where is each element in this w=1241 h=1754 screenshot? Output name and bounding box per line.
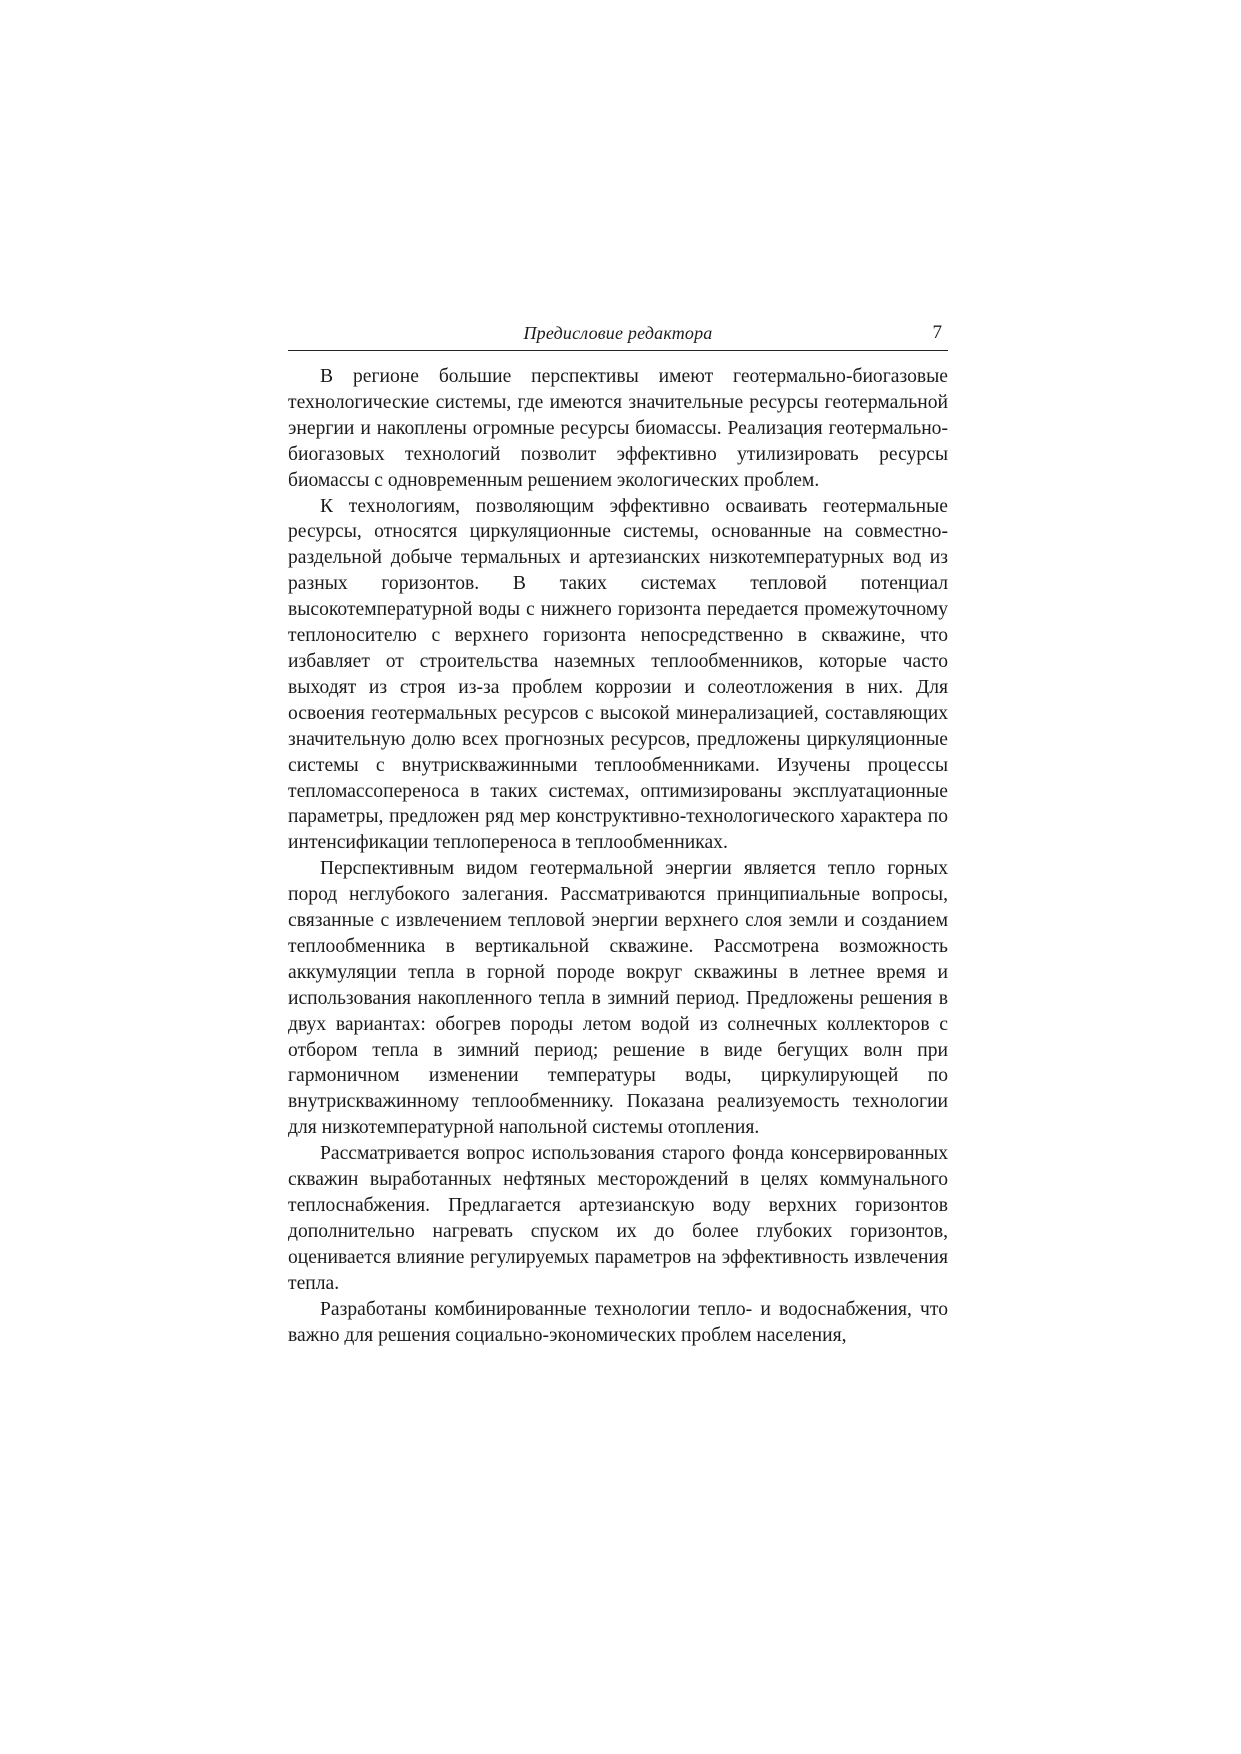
running-header (288, 320, 948, 351)
paragraph: К технологиям, позволяющим эффективно осваивать геотермальные ресурсы, относятся циркуляционные системы, основанные на совместно-раздельной добыче термальных и артезианских низкотемпературных вод из разных горизонтов. В таких системах тепловой потенциал высокотемпературной воды с нижнего горизонта передается промежуточному теплоносителю с верхнего горизонта непосредственно в скважине, что избавляет от строительства наземных теплообменников, которые часто выходят из строя из-за проблем коррозии и солеотложения в них. Для освоения геотермальных ресурсов с высокой минерализацией, составляющих значительную долю всех прогнозных ресурсов, предложены циркуляционные системы с внутрискважинными теплообменниками. Изучены процессы тепломассопереноса в таких системах, оптимизированы эксплуатационные параметры, предложен ряд мер конструктивно-технологического характера по интенсификации теплопереноса в теплообменниках. (288, 495, 948, 854)
paragraph: Рассматривается вопрос использования старого фонда консервированных скважин выработанных нефтяных месторождений в целях коммунального теплоснабжения. Предлагается артезианскую воду верхних горизонтов дополнительно нагревать спуском их до более глубоких горизонтов, оценивается влияние регулируемых параметров на эффективность извлечения тепла. (288, 1143, 948, 1294)
paragraph: В регионе большие перспективы имеют геотермально-биогазовые технологические системы, где имеются значительные ресурсы геотермальной энергии и накоплены огромные ресурсы биомассы. Реализация геотермально-биогазовых технологий позволит эффективно утилизировать ресурсы биомассы с одновременным решением экологических проблем. (288, 366, 948, 491)
paragraph: Перспективным видом геотермальной энергии является тепло горных пород неглубокого залегания. Рассматриваются принципиальные вопросы, связанные с извлечением тепловой энергии верхнего слоя земли и созданием теплообменника в вертикальной скважине. Рассмотрена возможность аккумуляции тепла в горной породе вокруг скважины в летнее время и использования накопленного тепла в зимний период. Предложены решения в двух вариантах: обогрев породы летом водой из солнечных коллекторов с отбором тепла в зимний период; решение в виде бегущих волн при гармоничном изменении температуры воды, циркулирующей по внутрискважинному теплообменнику. Показана реализуемость технологии для низкотемпературной напольной системы отопления. (288, 858, 948, 1139)
running-title: Предисловие редактора (523, 323, 713, 343)
page-number: 7 (932, 322, 942, 343)
body-text (288, 364, 948, 1348)
paragraph: Разработаны комбинированные технологии тепло- и водоснабжения, что важно для решения социально-экономических проблем населения, (288, 1298, 948, 1346)
